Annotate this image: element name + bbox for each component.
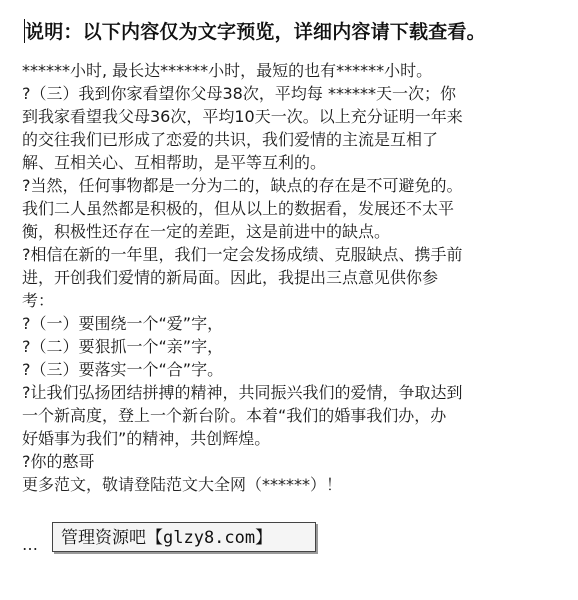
doc-line: ?（三）我到你家看望你父母38次，平均每 ******天一次；你 xyxy=(22,84,456,103)
doc-line: 一个新高度，登上一个新台阶。本着“我们的婚事我们办，办 xyxy=(22,406,447,425)
ellipsis-text: … xyxy=(22,535,38,554)
preview-notice: 说明：以下内容仅为文字预览，详细内容请下载查看。 xyxy=(25,21,486,43)
doc-line: ?（二）要狠抓一个“亲”字， xyxy=(22,337,224,356)
document-body xyxy=(22,59,562,496)
doc-line: 更多范文，敬请登陆范文大全网（******）！ xyxy=(22,475,343,494)
doc-line: ******小时, 最长达******小时，最短的也有******小时。 xyxy=(22,61,433,80)
doc-line: ?相信在新的一年里，我们一定会发扬成绩、克服缺点、携手前 xyxy=(22,245,463,264)
doc-line: ?（一）要围绕一个“爱”字， xyxy=(22,314,224,333)
doc-line: ?当然，任何事物都是一分为二的，缺点的存在是不可避免的。 xyxy=(22,176,463,195)
doc-line: 解、互相关心、互相帮助，是平等互利的。 xyxy=(22,153,327,172)
doc-line: 的交往我们已形成了恋爱的共识，我们爱情的主流是互相了 xyxy=(22,130,439,149)
doc-line: 进，开创我们爱情的新局面。因此，我提出三点意见供你参 xyxy=(22,268,439,287)
doc-line: ?（三）要落实一个“合”字。 xyxy=(22,360,224,379)
doc-line: 到我家看望我父母36次，平均10天一次。以上充分证明一年来 xyxy=(22,107,463,126)
doc-line: ?你的憨哥 xyxy=(22,452,95,471)
watermark-banner: 管理资源吧【glzy8.com】 xyxy=(52,522,316,552)
doc-line: ?让我们弘扬团结拼搏的精神，共同振兴我们的爱情，争取达到 xyxy=(22,383,463,402)
doc-line: 我们二人虽然都是积极的，但从以上的数据看，发展还不太平 xyxy=(22,199,455,218)
doc-line: 好婚事为我们”的精神，共创辉煌。 xyxy=(22,429,271,448)
doc-line: 考： xyxy=(22,291,55,310)
doc-line: 衡，积极性还存在一定的差距，这是前进中的缺点。 xyxy=(22,222,391,241)
